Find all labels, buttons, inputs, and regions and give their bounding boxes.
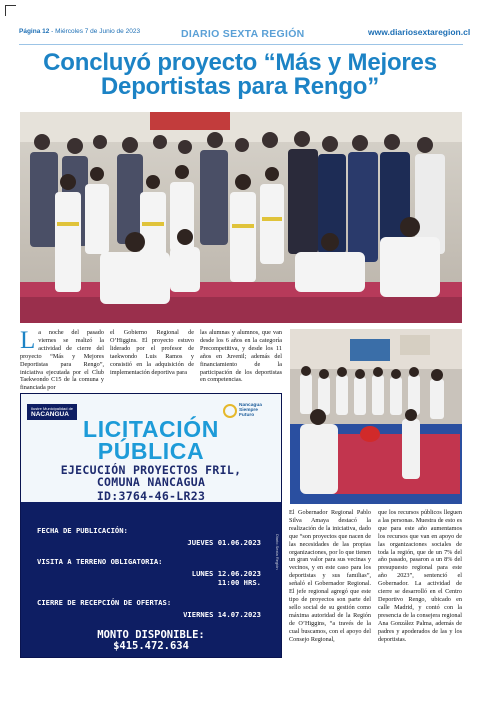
brand-ring-icon [223,404,237,418]
group-photo [20,112,462,323]
close-label: CIERRE DE RECEPCIÓN DE OFERTAS: [37,598,172,607]
publication-label: FECHA DE PUBLICACIÓN: [37,526,128,535]
article-text-3: las alumnas y alumnos, que van desde los 6 años en la categoría Precompetitiva, y desde los 11 años en Juvenil; además del financiamiento de la participación de los deportistas en competencias. [200,329,282,384]
visit-label: VISITA A TERRENO OBLIGATORIA: [37,557,163,566]
article-text-5: que los recursos públicos lleguen a las personas. Muestra de esto es que para este año aumentamos los recursos que van en apoyo de las organizaciones sociales de toda la región, que de un 7% del año pasado, pasaron a un 8% del presupuesto regional para este año 2023”, sentenció el Gobernador. La actividad de cierre se desarrolló en el Centro Deportivo Rengo, ubicado en calle Madrid, y contó con la presencia de la consejera regional Ana González Palma, además de padres y apoderados de las y los deportistas. [378,509,462,643]
amount-label: MONTO DISPONIBLE: [97,629,205,641]
page-header [0,0,480,46]
article-col-5 [378,509,462,643]
publication-date: JUEVES 01.06.2023 [187,538,261,547]
header-rule [19,44,463,45]
public-tender-ad [20,393,282,658]
headline [30,51,450,99]
headline-line-2: Deportistas para Rengo” [100,73,380,100]
article-text-1: a noche del pasado viernes se realizó la actividad de cierre del proyecto “Más y Mejores Deportistas para Rengo”, iniciativa ejecutada por el Club Taekwondo C15 de la comuna y financiada por [20,329,104,392]
group-photo-image [20,112,462,323]
newspaper-name: DIARIO SEXTA REGIÓN [181,28,305,40]
visit-date: LUNES 12.06.2023 [191,569,261,578]
amount-value: $415.472.634 [113,640,189,652]
drop-cap: L [20,327,36,354]
page-info [19,28,140,35]
municipality-small-label: Ilustre Municipalidad de [31,406,74,411]
taekwondo-photo-image [290,329,462,504]
article-text-4: El Gobernador Regional Pablo Silva Amaya destacó la realización de la iniciativa, dado que “son proyectos que nacen de las necesidades de las propias organizaciones, por lo que tienen un gran valor para sus vecinas y vecinos, y en este caso para los deportistas y sus familias”, señaló el Gobernador Regional. El jefe regional agregó que este tipo de proyectos son parte del sello social de su gestión como máxima autoridad de la Región de O’Higgins, “a través de la cual buscamos, con el apoyo del Consejo Regional, [289,509,371,643]
ad-title-2: PÚBLICA [97,438,205,464]
project-line-1: EJECUCIÓN PROYECTOS FRIL, [60,463,242,477]
article-col-4 [289,509,371,643]
municipality-name: NACANGUA [31,411,69,418]
visit-time: 11:00 HRS. [217,578,261,587]
ad-side-note: Diario Sexta Región [275,534,280,570]
taekwondo-photo [290,329,462,504]
headline-line-1: Concluyó proyecto “Más y Mejores [43,49,437,76]
article-text-2: el Gobierno Regional de O’Higgins. El proyecto estuvo liderado por el profesor de taekwondo Luis Ramos y consistió en la adquisición de implementación deportiva para [110,329,194,376]
issue-date: - Miércoles 7 de Junio de 2023 [51,28,141,35]
page-number: Página 12 [19,28,50,35]
article-col-2 [110,329,194,376]
website-link[interactable]: www.diariosextaregion.cl [368,27,471,37]
article-col-3 [200,329,282,384]
project-id: ID:3764-46-LR23 [96,489,206,503]
ad-title-1: LICITACIÓN [83,416,219,442]
brand-logo [223,403,271,418]
article-col-1 [20,329,104,392]
close-date: VIERNES 14.07.2023 [183,610,261,619]
brand-text: Nancagua Siempre Futuro [239,403,262,418]
corner-mark [5,5,16,16]
project-line-2: COMUNA NANCAGUA [96,475,206,489]
